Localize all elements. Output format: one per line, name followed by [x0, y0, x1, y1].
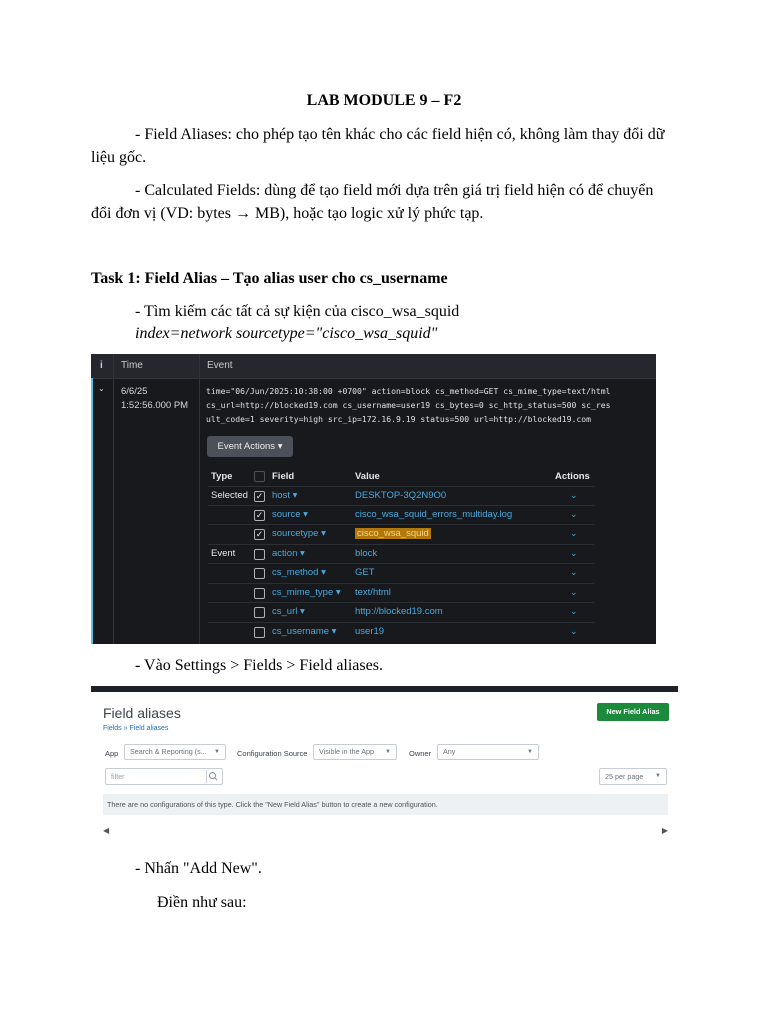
- field-aliases-description: - Field Aliases: cho phép tạo tên khác cho các field hiện có, không làm thay đổi dữ: [135, 126, 665, 143]
- step-open-field-aliases: - Vào Settings > Fields > Field aliases.: [135, 657, 383, 674]
- field-aliases-screenshot: [91, 686, 678, 844]
- dropdown-arrow-icon: ▼: [527, 749, 533, 755]
- event-actions-button[interactable]: Event Actions ▾: [207, 436, 293, 457]
- field-name[interactable]: sourcetype ▾: [272, 528, 326, 539]
- dropdown-arrow-icon: ▼: [655, 773, 661, 779]
- app-select-value: Search & Reporting (s...: [130, 747, 207, 756]
- field-checkbox[interactable]: [254, 568, 265, 579]
- field-checkbox[interactable]: ✓: [255, 510, 264, 520]
- field-row: [208, 486, 594, 506]
- field-checkbox[interactable]: [254, 627, 265, 638]
- field-row: [208, 505, 594, 525]
- page-title: Field aliases: [103, 705, 181, 721]
- field-name[interactable]: host ▾: [272, 490, 298, 501]
- field-row: [208, 622, 594, 642]
- filter-input[interactable]: [105, 768, 223, 785]
- configuration-source-value: Visible in the App: [319, 747, 375, 756]
- chevron-down-icon[interactable]: ⌄: [570, 626, 578, 636]
- chevron-down-icon[interactable]: ⌄: [570, 548, 578, 558]
- event-accent-bar: [91, 378, 93, 644]
- field-value[interactable]: cisco_wsa_squid_errors_multiday.log: [355, 509, 513, 520]
- splunk-event-screenshot: [91, 354, 656, 644]
- search-query: index=network sourcetype="cisco_wsa_squid": [135, 325, 438, 342]
- dropdown-arrow-icon: ▼: [385, 749, 391, 755]
- per-page-value: 25 per page: [605, 772, 644, 781]
- event-table-header: [91, 354, 656, 379]
- field-checkbox[interactable]: ✓: [255, 529, 264, 539]
- breadcrumb-fields-link[interactable]: Fields: [103, 725, 122, 732]
- field-checkbox[interactable]: [254, 549, 265, 560]
- field-aliases-description-cont: liệu gốc.: [91, 149, 147, 166]
- configuration-source-label: Configuration Source: [237, 749, 308, 758]
- scroll-left-icon[interactable]: ◀: [103, 826, 110, 835]
- chevron-down-icon[interactable]: ⌄: [570, 606, 578, 616]
- field-checkbox[interactable]: [254, 607, 265, 618]
- select-all-checkbox[interactable]: [254, 471, 265, 482]
- value-column-header: Value: [355, 471, 380, 482]
- field-row: [208, 544, 594, 564]
- calculated-fields-description: - Calculated Fields: dùng để tạo field mới dựa trên giá trị field hiện có để chuyển: [135, 182, 654, 199]
- type-column-header: Type: [211, 471, 233, 482]
- configuration-source-select[interactable]: [313, 744, 397, 760]
- field-value[interactable]: block: [355, 548, 378, 559]
- breadcrumb-separator: »: [123, 725, 128, 732]
- field-checkbox[interactable]: ✓: [255, 491, 264, 501]
- step-add-new: - Nhấn "Add New".: [135, 860, 262, 877]
- owner-label: Owner: [409, 749, 432, 758]
- step-fill-form: Điền như sau:: [157, 894, 247, 911]
- field-name[interactable]: action ▾: [272, 548, 305, 559]
- field-value-highlighted[interactable]: cisco_wsa_squid: [357, 528, 429, 539]
- empty-state-message: There are no configurations of this type. Click the "New Field Alias" button to create a new configuration.: [103, 794, 668, 815]
- filter-placeholder: filter: [111, 772, 125, 781]
- calculated-fields-description-cont: đổi đơn vị (VD: bytes → MB), hoặc tạo logic xử lý phức tạp.: [91, 205, 484, 222]
- type-selected-label: Selected: [211, 490, 248, 501]
- chevron-down-icon[interactable]: ⌄: [570, 587, 578, 597]
- field-name[interactable]: cs_username ▾: [272, 626, 337, 637]
- field-row: [208, 583, 594, 603]
- owner-select-value: Any: [443, 747, 456, 756]
- field-name[interactable]: cs_method ▾: [272, 567, 326, 578]
- field-value[interactable]: user19: [355, 626, 385, 637]
- scroll-right-icon[interactable]: ▶: [661, 826, 668, 835]
- app-label: App: [105, 749, 119, 758]
- task-1-heading: Task 1: Field Alias – Tạo alias user cho cs_username: [91, 270, 448, 287]
- field-value[interactable]: http://blocked19.com: [355, 606, 443, 617]
- step-search-events: - Tìm kiếm các tất cả sự kiện của cisco_wsa_squid: [135, 303, 460, 320]
- horizontal-scrollbar[interactable]: [103, 826, 668, 838]
- top-nav-bar: [91, 686, 678, 692]
- time-column-header[interactable]: Time: [121, 360, 143, 371]
- field-value[interactable]: GET: [355, 567, 375, 578]
- chevron-down-icon[interactable]: ⌄: [98, 384, 105, 393]
- type-event-label: Event: [211, 548, 236, 559]
- event-column-header: Event: [207, 360, 233, 371]
- field-name[interactable]: cs_url ▾: [272, 606, 305, 617]
- chevron-down-icon[interactable]: ⌄: [570, 509, 578, 519]
- raw-event-line: ult_code=1 severity=high src_ip=172.16.9.19 status=500 url=http://blocked19.com: [206, 414, 591, 424]
- field-value[interactable]: text/html: [355, 587, 391, 598]
- chevron-down-icon[interactable]: ⌄: [570, 567, 578, 577]
- field-row: [208, 563, 594, 583]
- chevron-down-icon[interactable]: ⌄: [570, 528, 578, 538]
- raw-event-line: time="06/Jun/2025:10:38:00 +0700" action=block cs_method=GET cs_mime_type=text/html: [206, 386, 611, 396]
- field-row: [208, 602, 594, 622]
- app-select[interactable]: [124, 744, 226, 760]
- raw-event-line: cs_url=http://blocked19.com cs_username=user19 cs_bytes=0 sc_http_status=500 sc_res: [206, 400, 611, 410]
- event-date: 6/6/25: [121, 386, 148, 397]
- field-value[interactable]: DESKTOP-3Q2N9O0: [355, 490, 447, 501]
- document-title: LAB MODULE 9 – F2: [306, 92, 462, 109]
- info-column-header: i: [100, 360, 103, 371]
- dropdown-arrow-icon: ▼: [214, 749, 220, 755]
- field-checkbox[interactable]: [254, 588, 265, 599]
- new-field-alias-button[interactable]: New Field Alias: [597, 703, 669, 721]
- search-icon[interactable]: [206, 770, 219, 783]
- event-time: 1:52:56.000 PM: [121, 400, 189, 411]
- owner-select[interactable]: [437, 744, 539, 760]
- field-name[interactable]: source ▾: [272, 509, 308, 520]
- actions-column-header: Actions: [555, 471, 590, 482]
- field-row: [208, 524, 594, 544]
- field-name[interactable]: cs_mime_type ▾: [272, 587, 341, 598]
- breadcrumb: [103, 725, 168, 732]
- per-page-select[interactable]: [599, 768, 667, 785]
- breadcrumb-current[interactable]: Field aliases: [129, 725, 169, 732]
- field-column-header: Field: [272, 471, 295, 482]
- chevron-down-icon[interactable]: ⌄: [570, 490, 578, 500]
